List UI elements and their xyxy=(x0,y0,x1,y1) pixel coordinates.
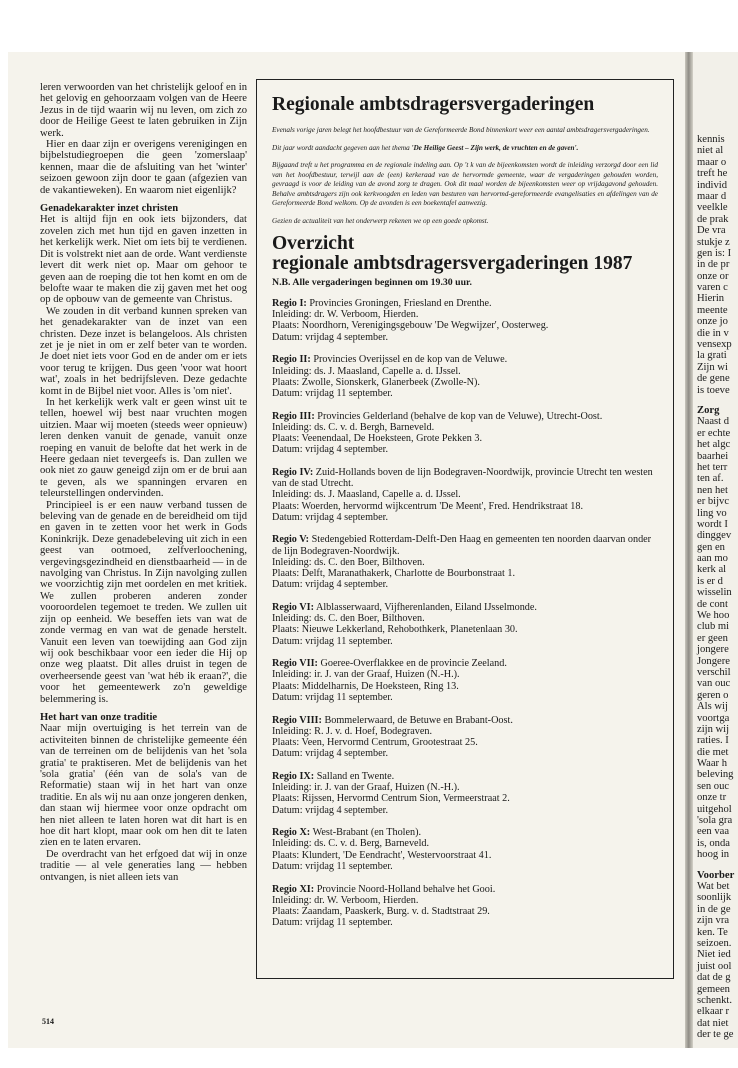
book-gutter xyxy=(685,52,693,1048)
region-area: Alblasserwaard, Vijfherenlanden, Eiland IJsselmonde. xyxy=(315,601,537,613)
fragment-heading: Zorg xyxy=(697,404,720,416)
region-date: Datum: vrijdag 4 september. xyxy=(272,579,388,591)
section1-paragraph: We zouden in dit verband kunnen spreken van het genadekarakter van de inzet van een christen. Deze inzet is belangeloos. Als christen zet je je niet in om er zelf beter van te worden. Je doet niet iets voor God en de ander om er iets voor terug te krijgen. Dus geen 'voor wat hoort wat', zoals in het bedrijfsleven. Deze gedachte komt in de Bijbel niet voor. Alles is 'om niet'. xyxy=(40,305,247,397)
fragment-line: dat de g xyxy=(697,972,731,984)
region-area: Zuid-Hollands boven de lijn Bodegraven-Noordwijk, provincie Utrecht ten westen van de stad Utrecht. xyxy=(272,466,653,490)
region-speaker: Inleiding: ir. J. van der Graaf, Huizen (N.-H.). xyxy=(272,669,460,681)
fragment-line: seizoen. xyxy=(697,937,732,949)
region-location: Plaats: Zwolle, Sionskerk, Glanerbeek (Zwolle-N). xyxy=(272,376,480,388)
right-page-edge xyxy=(693,52,738,1048)
fragment-line: zijn vra xyxy=(697,915,730,927)
fragment-line: is, onda xyxy=(697,837,730,849)
fragment-line: de gene xyxy=(697,373,730,385)
intro-text: Evenals vorige jaren belegt het hoofdbestuur van de Gereformeerde Bond binnenkort weer een aantal ambtsdragersvergaderingen. xyxy=(272,126,650,134)
fragment-line: Wat bet xyxy=(697,881,730,892)
fragment-line: ling vo xyxy=(697,507,727,519)
fragment-line: Naast d xyxy=(697,416,730,428)
fragment-line: het terr xyxy=(697,461,728,473)
fragment-line: er geen xyxy=(697,632,728,644)
region-date: Datum: vrijdag 4 september. xyxy=(272,444,388,456)
start-time-note: N.B. Alle vergaderingen beginnen om 19.30 uur. xyxy=(272,277,472,288)
region-area: Provincies Overijssel en de kop van de Veluwe. xyxy=(313,354,508,366)
section2-paragraph: Naar mijn overtuiging is het terrein van de activiteiten binnen de christelijke gemeente één van de terreinen om de belijdenis van het 'sola gratia' te praktiseren. Met de belijdenis van het 'sola gratia' (één van de sola's van de Reformatie) staan wij in het hart van onze traditie. En als wij nu aan onze jongeren denken, dan staan wij hiermee voor onze opdracht om hen niet alleen te laten horen wat dit hart is en hoe dit hart klopt, maar ook om hen dit te laten zien en te laten ervaren. xyxy=(40,723,247,849)
fragment-line: veelkle xyxy=(697,202,728,214)
fragment-line: maar o xyxy=(697,156,727,168)
fragment-line: gemeen xyxy=(697,983,730,995)
fragment-line: in de pr xyxy=(697,259,730,271)
fragment-line: voortga xyxy=(697,712,730,724)
theme-lead: Dit jaar wordt aandacht gegeven aan het thema xyxy=(272,143,412,152)
region-heading xyxy=(272,602,658,613)
region-speaker: Inleiding: ds. C. den Boer, Bilthoven. xyxy=(272,613,425,625)
region-entry xyxy=(272,827,658,872)
region-speaker: Inleiding: R. J. v. d. Hoef, Bodegraven. xyxy=(272,725,433,737)
theme-text xyxy=(272,144,658,154)
region-speaker: Inleiding: ds. J. Maasland, Capelle a. d. IJssel. xyxy=(272,489,461,501)
fragment-line: wordt I xyxy=(697,518,728,530)
region-area: Provincies Gelderland (behalve de kop van de Veluwe), Utrecht-Oost. xyxy=(317,410,603,422)
intro-paragraph-1: leren verwoorden van het christelijk geloof en in het gelovig en gehoorzaam volgen van de Heere Jezus in de tijd waarin wij nu leven, om zich zo door de Heilige Geest te laten gebruiken in Zijn werk. xyxy=(40,82,247,139)
section1-paragraph: Het is altijd fijn en ook iets bijzonders, dat zovelen zich met hun tijd en gaven inzetten in het kerkelijk werk. Niet om iets bij te verdienen. Dit is volstrekt niet aan de orde. Want verdienste levert dit werk niet op. Maar om gehoor te geven aan de roeping die tot hen komt en om de belofte waar te maken die zij gaven met het oog op de opbouw van de gemeente van Christus. xyxy=(40,214,247,306)
fragment-line: stukje z xyxy=(697,236,730,248)
region-label: Regio II: xyxy=(272,354,311,366)
intro-paragraph-2: Hier en daar zijn er overigens verenigingen en bijbelstudiegroepen die geen 'zomerslaap' kennen, maar die de afsluiting van het 'winter' seizoen gewoon zijn door te gaan (afgezien van de vakantieweken). En waarom niet eigenlijk? xyxy=(40,139,247,196)
fragment-line: hoog in xyxy=(697,849,730,861)
fragment-line: uitgehol xyxy=(697,803,732,815)
fragment-line: dat niet xyxy=(697,1017,729,1029)
region-speaker: Inleiding: ir. J. van der Graaf, Huizen (N.-H.). xyxy=(272,782,460,794)
region-location: Plaats: Veenendaal, De Hoeksteen, Grote Pekken 3. xyxy=(272,433,483,445)
announcement-box xyxy=(256,79,674,979)
region-label: Regio IV: xyxy=(272,466,314,478)
closing-text: Gezien de actualiteit van het onderwerp rekenen we op een goede opkomst. xyxy=(272,216,489,225)
fragment-line: schenkt. xyxy=(697,994,733,1006)
region-label: Regio XI: xyxy=(272,883,315,895)
fragment-line: niet al xyxy=(697,145,724,157)
region-entry xyxy=(272,354,658,399)
fragment-line: verschil xyxy=(697,666,731,678)
region-location: Plaats: Zaandam, Paaskerk, Burg. v. d. Stadtstraat 29. xyxy=(272,905,490,917)
region-location: Plaats: Klundert, 'De Eendracht', Westervoorstraat 41. xyxy=(272,849,492,861)
region-date: Datum: vrijdag 4 september. xyxy=(272,511,388,523)
region-location: Plaats: Veen, Hervormd Centrum, Grootestraat 25. xyxy=(272,737,478,748)
region-label: Regio IX: xyxy=(272,770,315,782)
fragment-line: aan mo xyxy=(697,553,728,565)
fragment-line: in de ge xyxy=(697,903,731,915)
fragment-line: ken. Te xyxy=(697,926,728,938)
region-area: Provincies Groningen, Friesland en Drenthe. xyxy=(309,298,492,309)
fragment-line: We hoo xyxy=(697,610,730,622)
region-date: Datum: vrijdag 4 september. xyxy=(272,331,388,343)
fragment-line: onze or xyxy=(697,270,729,282)
fragment-line: raties. I xyxy=(697,735,729,747)
region-area: West-Brabant (en Tholen). xyxy=(312,827,422,839)
overview-title xyxy=(272,234,658,274)
region-label: Regio VII: xyxy=(272,658,318,670)
region-speaker: Inleiding: ds. J. Maasland, Capelle a. d. IJssel. xyxy=(272,365,461,377)
region-heading xyxy=(272,354,658,365)
fragment-line: de prak xyxy=(697,213,729,225)
region-entry xyxy=(272,411,658,456)
section1-paragraph: In het kerkelijk werk valt er geen winst uit te tellen, hoewel wij best naar vruchten mogen uitzien. Maar wij moeten (steeds weer opnieuw) leren denken vanuit de genade, vanuit onze roeping en vanuit de belofte dat het werk in de Heere gedaan niet tevergeefs is. Dan zullen we ook niet zo gauw geneigd zijn om er de brui aan te geven, als we spanningen ervaren en teleurstellingen ondervinden. xyxy=(40,396,247,500)
region-location: Plaats: Rijssen, Hervormd Centrum Sion, Vermeerstraat 2. xyxy=(272,793,510,805)
region-area: Salland en Twente. xyxy=(316,770,395,782)
region-label: Regio V: xyxy=(272,534,310,546)
fragment-line: individ xyxy=(697,179,728,191)
fragment-line: onze tr xyxy=(697,792,727,804)
overview-title-line-1: Overzicht xyxy=(272,233,355,254)
fragment-line: de cont xyxy=(697,598,728,610)
fragment-line: meente xyxy=(697,304,728,316)
fragment-line: Hierin xyxy=(697,293,725,305)
section-heading-traditie: Het hart van onze traditie xyxy=(40,711,158,723)
region-date: Datum: vrijdag 4 september. xyxy=(272,748,388,760)
fragment-line: la grati xyxy=(697,350,727,362)
region-entry xyxy=(272,715,658,760)
fragment-line: sen ouc xyxy=(697,780,730,792)
fragment-line: die in v xyxy=(697,327,729,339)
region-heading xyxy=(272,658,658,669)
fragment-line: De vra xyxy=(697,225,726,237)
fragment-line: Jongere xyxy=(697,655,730,667)
region-label: Regio I: xyxy=(272,298,307,309)
fragment-line: maar d xyxy=(697,190,727,202)
fragment-line: treft he xyxy=(697,168,728,180)
region-heading xyxy=(272,827,658,838)
fragment-line: er echte xyxy=(697,427,731,439)
region-entry xyxy=(272,467,658,523)
region-entry xyxy=(272,298,658,343)
fragment-line: ten af. xyxy=(697,473,724,485)
fragment-line: wisselin xyxy=(697,587,732,599)
section1-paragraph: Principieel is er een nauw verband tussen de beleving van de genade en de bereidheid om tijd en gaven in te zetten voor het werk in Gods Koninkrijk. Deze genadebeleving uit zich in een geest van ootmoed, zelfverloochening, vergevingsgezindheid en dienstbaarheid — in de navolging van Christus. In Zijn navolging zullen we voorzichtig zijn met oordelen en met kritiek. We zullen proberen anderen zonder vooroordelen tegemoet te treden. We zullen uit zijn op eenheid. We beseffen iets van wat de zonde vermag en van wat de genade herstelt. Vanuit een leven van toewijding aan God zijn wij ook beschikbaar voor een ieder die Hij op onze weg plaatst. Dit alles druist in tegen de overheersende geest van 'wat héb ik eraan?', die voor het gemeentewerk zo'n geweldige belemmering is. xyxy=(40,499,247,705)
region-heading xyxy=(272,467,658,489)
fragment-line: soonlijk xyxy=(697,892,732,904)
fragment-line: een vaa xyxy=(697,826,730,838)
region-date: Datum: vrijdag 11 september. xyxy=(272,917,393,929)
region-label: Regio X: xyxy=(272,827,311,839)
fragment-line: dinggev xyxy=(697,530,732,542)
region-label: Regio III: xyxy=(272,410,315,422)
fragment-line: van ouc xyxy=(697,678,731,690)
fragment-line: baarhei xyxy=(697,450,729,462)
region-speaker: Inleiding: ds. C. v. d. Bergh, Barneveld. xyxy=(272,421,435,433)
fragment-line: vensexp xyxy=(697,339,732,351)
fragment-line: geren o xyxy=(697,689,729,701)
region-entry xyxy=(272,884,658,929)
fragment-line: elkaar r xyxy=(697,1006,730,1018)
region-date: Datum: vrijdag 4 september. xyxy=(272,804,388,816)
fragment-heading: Voorber xyxy=(697,869,735,881)
region-date: Datum: vrijdag 11 september. xyxy=(272,387,393,399)
region-location: Plaats: Noordhorn, Verenigingsgebouw 'De Wegwijzer', Oosterweg. xyxy=(272,320,549,332)
fragment-line: Als wij xyxy=(697,701,728,713)
region-heading xyxy=(272,534,658,556)
left-column xyxy=(40,82,247,883)
region-area: Goeree-Overflakkee en de provincie Zeeland. xyxy=(320,658,507,670)
region-speaker: Inleiding: ds. C. v. d. Berg, Barneveld. xyxy=(272,838,430,850)
fragment-line: gen is: I xyxy=(697,247,732,259)
fragment-line: gen en xyxy=(697,541,725,553)
section-heading-genadekarakter: Genadekarakter inzet christen xyxy=(40,203,179,215)
region-area: Bommelerwaard, de Betuwe en Brabant-Oost. xyxy=(324,714,513,726)
program-text: Bijgaand treft u het programma en de regionale indeling aan. Op 't k van de bijeenkomsten wordt de inleiding verzorgd door een lid van het hoofdbestuur, terwijl aan de (een) kerkeraad van de hervormde gemeente, waar de vergaderingen gehouden worden, gevraagd is voor de leiding van de avond zorg te dragen. Ook dit maal worden de bijeenkomsten weer op vrijdagavond gehouden. Behalve ambtsdragers zijn ook kerkvoogden en leden van besturen van hervormd-gereformeerde evangelisaties en afdelingen van de Gereformeerde Bond welkom. Op de avonden is een boekentafel aanwezig. xyxy=(272,161,658,207)
fragment-line: die met xyxy=(697,746,729,758)
region-heading xyxy=(272,884,658,895)
right-column-fragment xyxy=(697,134,738,1040)
region-label: Regio VIII: xyxy=(272,714,322,726)
fragment-line: zijn wij xyxy=(697,723,730,735)
region-heading xyxy=(272,771,658,782)
region-location: Plaats: Woerden, hervormd wijkcentrum 'De Meent', Fred. Hendrikstraat 18. xyxy=(272,500,584,512)
region-speaker: Inleiding: dr. W. Verboom, Hierden. xyxy=(272,894,419,906)
fragment-line: jongere xyxy=(697,644,729,656)
fragment-line: er bijvc xyxy=(697,496,730,508)
region-list xyxy=(272,298,658,928)
region-area: Stedengebied Rotterdam-Delft-Den Haag en gemeenten ten noorden daarvan onder de lijn Bodegraven-Noordwijk. xyxy=(272,534,652,557)
region-location: Plaats: Delft, Maranathakerk, Charlotte de Bourbonstraat 1. xyxy=(272,568,516,580)
fragment-line: nen het xyxy=(697,484,728,496)
overview-title-line-2: regionale ambtsdragersvergaderingen 1987 xyxy=(272,253,633,274)
fragment-line: beleving xyxy=(697,769,734,781)
fragment-line: Niet ied xyxy=(697,949,731,961)
section2-paragraph: De overdracht van het erfgoed dat wij in onze traditie — al vele generaties lang — hebben ontvangen, is niet alleen iets van xyxy=(40,848,247,883)
region-location: Plaats: Middelharnis, De Hoeksteen, Ring 13. xyxy=(272,680,459,692)
page-number: 514 xyxy=(42,1017,54,1026)
region-entry xyxy=(272,771,658,816)
region-area: Provincie Noord-Holland behalve het Gooi. xyxy=(316,883,496,895)
region-date: Datum: vrijdag 11 september. xyxy=(272,635,393,647)
fragment-line: kerk al xyxy=(697,564,727,576)
region-entry xyxy=(272,658,658,703)
region-speaker: Inleiding: ds. C. den Boer, Bilthoven. xyxy=(272,556,425,568)
region-entry xyxy=(272,534,658,590)
fragment-line: is er d xyxy=(697,575,723,587)
fragment-line: club mi xyxy=(697,621,730,633)
theme-title: 'De Heilige Geest – Zijn werk, de vruchten en de gaven'. xyxy=(411,143,579,152)
region-heading xyxy=(272,715,658,726)
fragment-line: varen c xyxy=(697,282,728,294)
box-title: Regionale ambtsdragersvergaderingen xyxy=(272,94,595,115)
fragment-line: der te ge xyxy=(697,1029,734,1041)
fragment-line: het algc xyxy=(697,439,731,451)
region-entry xyxy=(272,602,658,647)
fragment-line: juist ool xyxy=(697,960,732,972)
region-heading xyxy=(272,411,658,422)
fragment-line: 'sola gra xyxy=(697,815,733,827)
fragment-line: is toeve xyxy=(697,384,730,396)
region-speaker: Inleiding: dr. W. Verboom, Hierden. xyxy=(272,309,419,321)
fragment-line: onze jo xyxy=(697,316,728,328)
fragment-line: kennis xyxy=(697,134,725,145)
region-label: Regio VI: xyxy=(272,601,314,613)
fragment-line: Zijn wi xyxy=(697,361,728,373)
region-location: Plaats: Nieuwe Lekkerland, Rehobothkerk, Planetenlaan 30. xyxy=(272,624,518,636)
region-date: Datum: vrijdag 11 september. xyxy=(272,691,393,703)
region-date: Datum: vrijdag 11 september. xyxy=(272,860,393,872)
fragment-line: Waar h xyxy=(697,758,728,770)
region-heading xyxy=(272,298,658,309)
